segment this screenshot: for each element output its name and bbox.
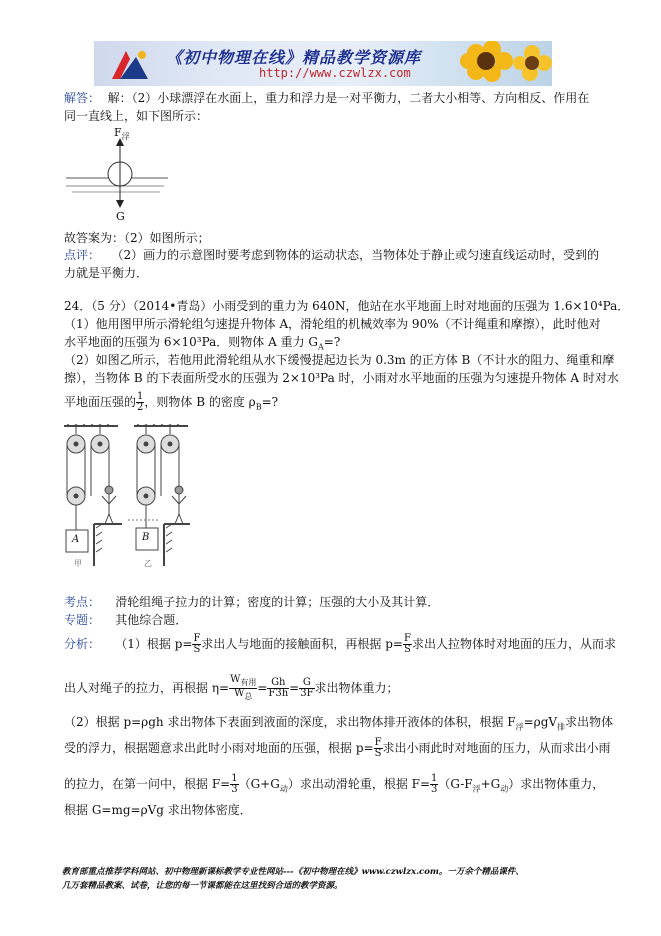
banner-url[interactable]: http://www.czwlzx.com [259,66,411,80]
banner-title: 《初中物理在线》精品教学资源库 [166,48,422,67]
fenxi-line-1: 分析： （1）根据 p= $\frac{F}{S}$ 求出人与地面的接触面积，再根据 p= $\frac{F}{S}$ 求出人拉物体时对地面的压力，从而求 [64,633,616,655]
footer-line-1: 教育部重点推荐学科网站、初中物理新课标教学专业性网站---《初中物理在线》www.czwlzx.com。一万余个精品课件、 [62,867,524,877]
header-banner [94,41,552,86]
fenxi-label: 分析： [64,637,101,651]
kaodian-label: 考点： [64,595,101,609]
fenxi-line-5: 的拉力，在第一问中，根据 F= $\frac{1}{3}$ $(G+G_动)$求出动滑轮重，根据 F= $\frac{1}{3}$ $(G-F_浮+G_动)$求出物体重力， [64,773,605,795]
pulley-figure [62,424,192,574]
kaodian-text: 滑轮组绳子拉力的计算；密度的计算；压强的大小及其计算． [115,595,440,609]
floating-ball-figure [64,126,174,224]
footer-line-2: 几万套精品教案、试卷，让您的每一节课都能在这里找到合适的教学资源。 [62,881,343,891]
comment-label: 点评： [64,248,101,262]
pulley-diagram [62,424,192,574]
answer-text-1: 解：（2）小球漂浮在水面上，重力和浮力是一对平衡力，二者大小相等、方向相反、作用在 [107,91,590,105]
zhuanti-row [64,612,187,629]
efficiency-fraction: $\frac{W_{有用}}{W_总}$ [230,674,257,701]
f-over-s-fraction: $\frac{F}{S}$ [403,633,411,655]
footer [62,865,524,893]
box-a-label: A [72,534,80,545]
comment-line-2: 力就是平衡力． [64,266,149,280]
fenxi-line-3: （2）根据 p=ρgh 求出物体下表面到液面的深度，求出物体排开液体的体积，根据 $F_浮=\rho gV_排$求出物体 [64,715,614,732]
fenxi-line-6: 根据 G=mg=ρVg 求出物体密度． [64,803,252,817]
f-over-s-fraction: $\frac{F}{S}$ [193,633,201,655]
answer-result: 故答案为：（2）如图所示； [64,231,210,245]
gh-over-f3h-fraction: $\frac{Gh}{F3h}$ [268,677,289,699]
q24-line-3: 水平地面的压强为 6×10³Pa．则物体 A 重力 $G_A=$? [64,335,341,352]
comment-text-1: （2）画力的示意图时要考虑到物体的运动状态，当物体处于静止或匀速直线运动时，受到的 [111,248,600,262]
zhuanti-label: 专题： [64,613,101,627]
q24-line-2: （1）他用图甲所示滑轮组匀速提升物体 A，滑轮组的机械效率为 90%（不计绳重和摩擦），此时他对 [64,317,601,331]
answer-label: 解答： [64,91,101,105]
one-third-fraction: $\frac{1}{3}$ [231,773,238,795]
q24-line-1: 24．（5 分）（2014•青岛）小雨受到的重力为 640N，他站在水平地面上时对地面的压强为 1.6×10⁴Pa． [64,299,630,313]
answer-line-1 [64,90,589,107]
caption-jia: 甲 [74,559,82,568]
q24-line-6: 平地面压强的 $\frac{1}{2}$ ，则物体 B 的密度 $\rho_B=$? [64,391,279,413]
one-third-fraction: $\frac{1}{3}$ [431,773,438,795]
pulley-system-b [128,424,190,566]
fenxi-line-4: 受的浮力，根据题意求出此时小雨对地面的压强，根据 p= $\frac{F}{S}$ 求出小雨此时对地面的压力，从而求出小雨 [64,737,611,759]
fenxi-line-2: 出人对绳子的拉力，再根据 η= $\frac{W_{有用}}{W_总}$ = $\frac{Gh}{F3h}$ = $\frac{G}{3F}$ 求出物体重力； [64,674,399,701]
half-fraction: $\frac{1}{2}$ [137,391,144,413]
gravity-force-label: G [116,210,125,223]
buoyancy-force-label: $F_浮$ [114,126,130,142]
answer-line-2: 同一直线上，如下图所示： [64,109,209,123]
q24-line-4: （2）如图乙所示，若他用此滑轮组从水下缓慢提起边长为 0.3m 的正方体 B（不计水的阻力、绳重和摩 [64,353,615,367]
sunflower-icon [446,41,552,86]
site-logo-icon [106,45,154,83]
q24-line-5: 擦），当物体 B 的下表面所受水的压强为 2×10³Pa 时，小雨对水平地面的压强为匀速提升物体 A 时对水 [64,371,619,385]
comment-line-1 [64,247,599,264]
zhuanti-text: 其他综合题． [115,613,188,627]
box-b-label: B [142,532,150,543]
g-over-3f-fraction: $\frac{G}{3F}$ [300,677,314,699]
caption-yi: 乙 [144,559,152,568]
f-over-s-fraction: $\frac{F}{S}$ [374,737,382,759]
kaodian-row [64,594,439,611]
